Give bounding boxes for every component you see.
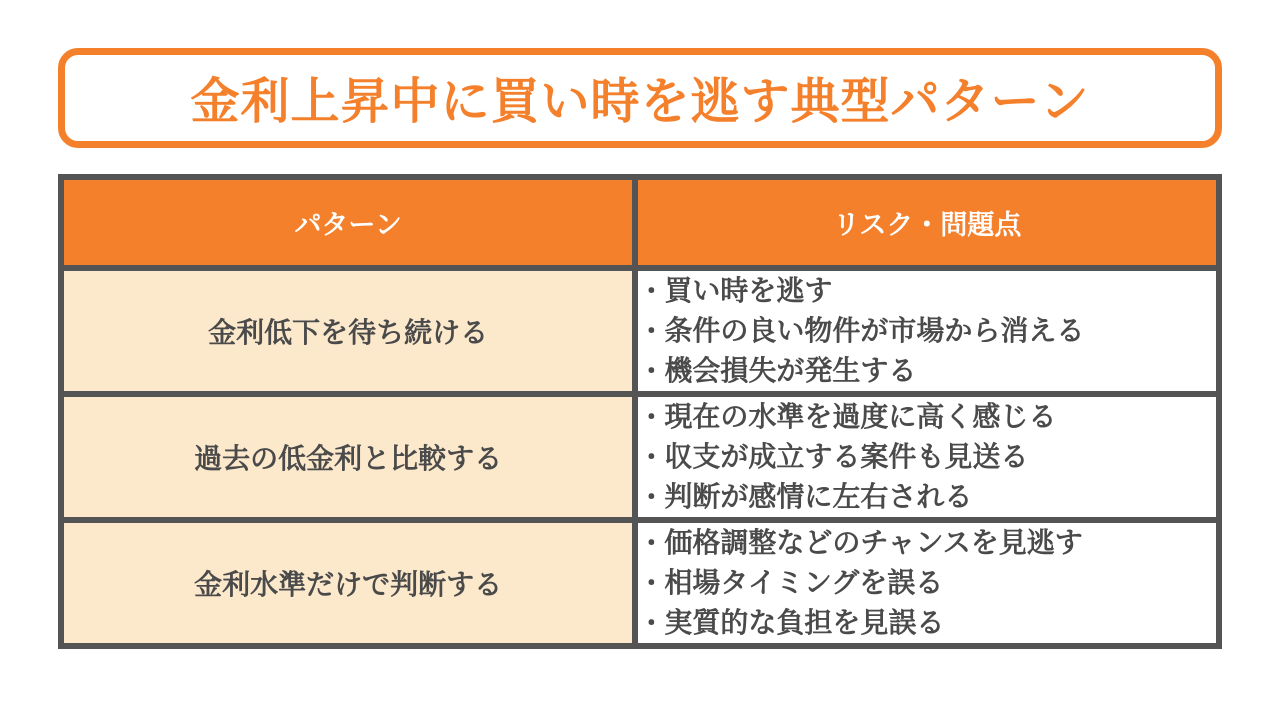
risk-text: 実質的な負担を見誤る	[664, 607, 945, 638]
bullet-icon: ・	[638, 316, 665, 346]
bullet-icon: ・	[638, 402, 665, 432]
risk-item	[638, 271, 1216, 311]
patterns-table	[58, 174, 1222, 649]
bullet-icon: ・	[638, 482, 665, 512]
pattern-cell: 金利低下を待ち続ける	[61, 268, 635, 394]
risk-text: 買い時を逃す	[664, 275, 833, 306]
bullet-icon: ・	[638, 608, 665, 638]
risks-cell	[635, 268, 1219, 394]
risk-item	[638, 311, 1216, 351]
risk-item	[638, 477, 1216, 517]
table-row	[61, 394, 1219, 520]
bullet-icon: ・	[638, 568, 665, 598]
risk-item	[638, 351, 1216, 391]
bullet-icon: ・	[638, 276, 665, 306]
title-box	[58, 48, 1222, 148]
risk-text: 条件の良い物件が市場から消える	[664, 315, 1085, 346]
table-row	[61, 520, 1219, 646]
risk-text: 相場タイミングを誤る	[664, 567, 944, 598]
risk-item	[638, 603, 1216, 643]
column-header-risks: リスク・問題点	[635, 177, 1219, 268]
risk-item	[638, 563, 1216, 603]
pattern-cell: 金利水準だけで判断する	[61, 520, 635, 646]
risk-item	[638, 437, 1216, 477]
pattern-cell: 過去の低金利と比較する	[61, 394, 635, 520]
risk-text: 機会損失が発生する	[664, 355, 917, 386]
page-title: 金利上昇中に買い時を逃す典型パターン	[190, 75, 1090, 129]
risk-item	[638, 397, 1216, 437]
risk-text: 判断が感情に左右される	[664, 481, 973, 512]
bullet-icon: ・	[638, 356, 665, 386]
column-header-pattern: パターン	[61, 177, 635, 268]
risks-cell	[635, 394, 1219, 520]
risk-item	[638, 523, 1216, 563]
table-header-row	[61, 177, 1219, 268]
table-row	[61, 268, 1219, 394]
risk-text: 収支が成立する案件も見送る	[664, 441, 1029, 472]
bullet-icon: ・	[638, 442, 665, 472]
risk-text: 現在の水準を過度に高く感じる	[664, 401, 1057, 432]
risk-text: 価格調整などのチャンスを見逃す	[664, 527, 1083, 558]
risks-cell	[635, 520, 1219, 646]
bullet-icon: ・	[638, 528, 665, 558]
